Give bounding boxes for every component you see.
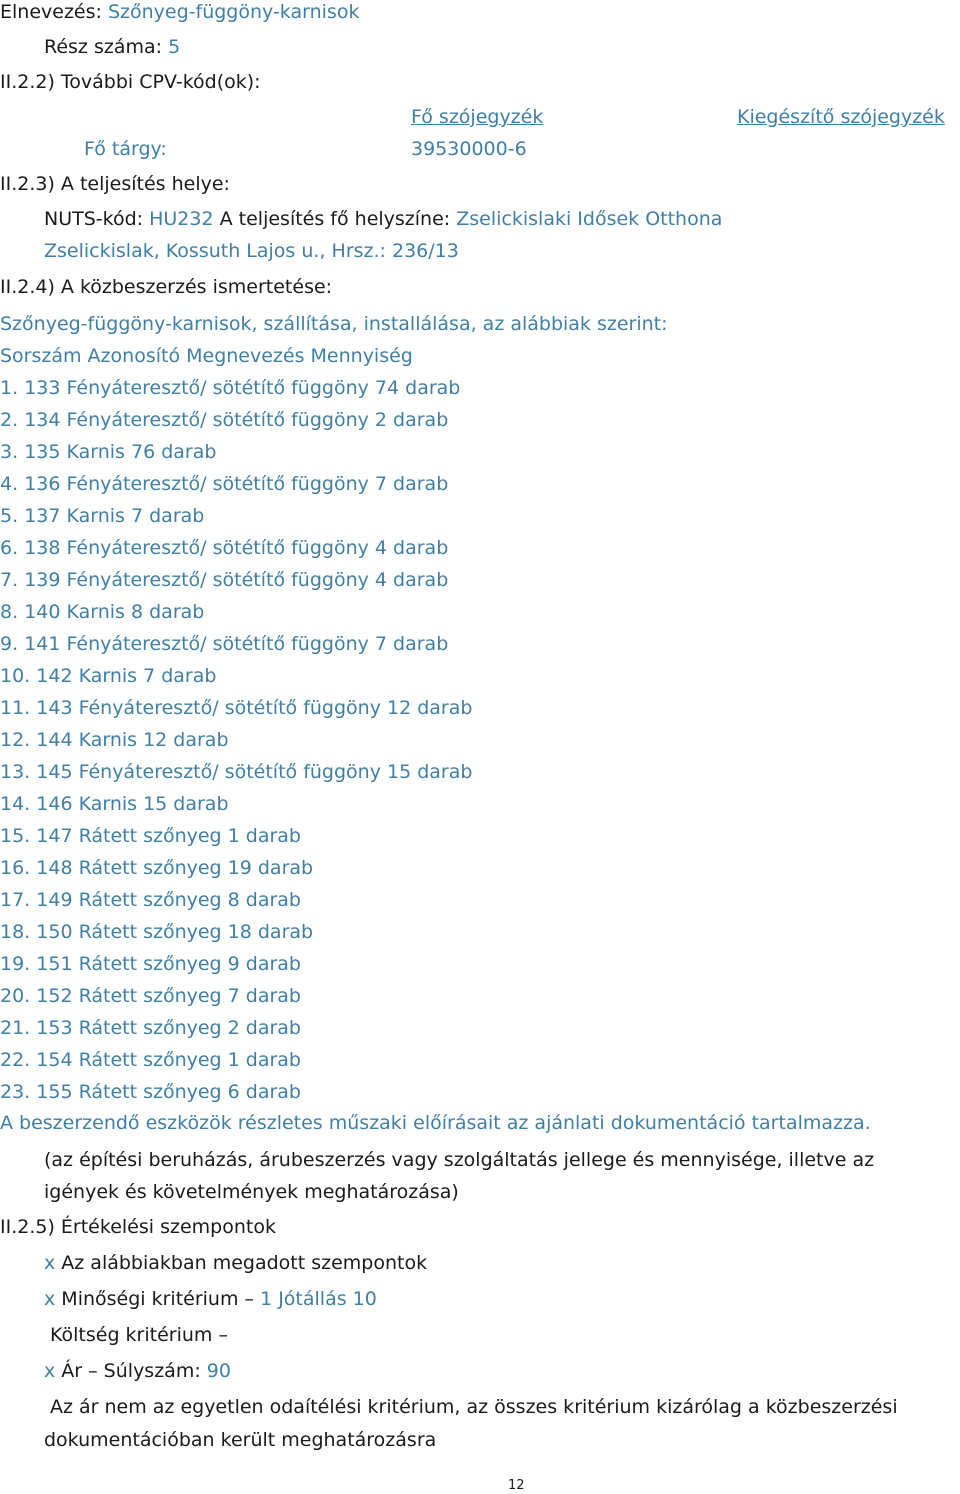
- main-place-value: Zselickislaki Idősek Otthona: [456, 208, 723, 230]
- page-number: 12: [508, 1478, 525, 1493]
- list-item-number: 15.: [0, 825, 31, 847]
- description-intro: Szőnyeg-függöny-karnisok, szállítása, installálása, az alábbiak szerint:: [0, 313, 668, 335]
- list-item-number: 17.: [0, 889, 31, 911]
- list-item: [0, 473, 448, 495]
- list-item-text: 142 Karnis 7 darab: [36, 665, 217, 687]
- list-item-text: 155 Rátett szőnyeg 6 darab: [36, 1081, 301, 1103]
- part-line: [44, 36, 180, 58]
- main-place-label: A teljesítés fő helyszíne:: [219, 208, 451, 230]
- list-item: [0, 537, 448, 559]
- list-item: [0, 1081, 301, 1103]
- list-item: [0, 601, 204, 623]
- cpv-supplementary-vocabulary-link[interactable]: Kiegészítő szójegyzék: [737, 106, 945, 128]
- criteria-intro-line: [44, 1252, 427, 1274]
- list-item-number: 22.: [0, 1049, 31, 1071]
- list-item-number: 12.: [0, 729, 31, 751]
- list-item: [0, 665, 216, 687]
- list-item-text: 134 Fényáteresztő/ sötétítő függöny 2 darab: [24, 409, 449, 431]
- list-item: [0, 761, 472, 783]
- list-item-text: 140 Karnis 8 darab: [24, 601, 205, 623]
- list-item: [0, 921, 313, 943]
- list-item: [0, 729, 229, 751]
- closing-text-1: Az ár nem az egyetlen odaítélési kritérium, az összes kritérium kizárólag a közbeszerzési: [50, 1396, 898, 1418]
- price-value: 90: [206, 1360, 231, 1382]
- list-item: [0, 633, 448, 655]
- list-item-text: 135 Karnis 76 darab: [24, 441, 217, 463]
- closing-text-2: dokumentációban került meghatározásra: [44, 1429, 437, 1451]
- description-heading: II.2.4) A közbeszerzés ismertetése:: [0, 276, 333, 298]
- quality-x-mark: x: [44, 1288, 56, 1310]
- part-value: 5: [168, 36, 181, 58]
- list-item: [0, 505, 204, 527]
- list-item-text: 141 Fényáteresztő/ sötétítő függöny 7 darab: [24, 633, 449, 655]
- list-item-number: 20.: [0, 985, 31, 1007]
- cpv-main-vocabulary-link[interactable]: Fő szójegyzék: [411, 106, 544, 128]
- list-item-number: 23.: [0, 1081, 31, 1103]
- list-item-number: 13.: [0, 761, 31, 783]
- list-item: [0, 409, 448, 431]
- list-item: [0, 953, 301, 975]
- list-item: [0, 377, 460, 399]
- list-item-text: 145 Fényáteresztő/ sötétítő függöny 15 darab: [36, 761, 473, 783]
- cpv-subject-code: 39530000-6: [411, 138, 527, 160]
- list-item-text: 137 Karnis 7 darab: [24, 505, 205, 527]
- quality-label: Minőségi kritérium –: [61, 1288, 255, 1310]
- list-item-text: 151 Rátett szőnyeg 9 darab: [36, 953, 301, 975]
- list-item-text: 148 Rátett szőnyeg 19 darab: [36, 857, 314, 879]
- list-item: [0, 569, 448, 591]
- list-item-text: 136 Fényáteresztő/ sötétítő függöny 7 darab: [24, 473, 449, 495]
- list-item-number: 4.: [0, 473, 19, 495]
- place-heading: II.2.3) A teljesítés helye:: [0, 173, 230, 195]
- quality-value: 1 Jótállás 10: [260, 1288, 377, 1310]
- cpv-subject-label: Fő tárgy:: [84, 138, 167, 160]
- list-item: [0, 857, 313, 879]
- list-item-number: 5.: [0, 505, 19, 527]
- list-item-text: 147 Rátett szőnyeg 1 darab: [36, 825, 301, 847]
- list-item: [0, 1017, 301, 1039]
- criteria-x-mark: x: [44, 1252, 56, 1274]
- list-item-number: 1.: [0, 377, 19, 399]
- list-item: [0, 889, 301, 911]
- list-item: [0, 825, 301, 847]
- list-item-text: 133 Fényáteresztő/ sötétítő függöny 74 darab: [24, 377, 461, 399]
- description-note: A beszerzendő eszközök részletes műszaki előírásait az ajánlati dokumentáció tartalmazza.: [0, 1112, 871, 1134]
- evaluation-heading: II.2.5) Értékelési szempontok: [0, 1216, 276, 1238]
- name-line: [0, 1, 359, 23]
- price-x-mark: x: [44, 1360, 56, 1382]
- part-label: Rész száma:: [44, 36, 163, 58]
- list-item-number: 19.: [0, 953, 31, 975]
- list-item-text: 143 Fényáteresztő/ sötétítő függöny 12 darab: [36, 697, 473, 719]
- list-item-number: 18.: [0, 921, 31, 943]
- name-label: Elnevezés:: [0, 1, 102, 23]
- list-item: [0, 441, 216, 463]
- list-item-number: 21.: [0, 1017, 31, 1039]
- description-remark-2: igények és követelmények meghatározása): [44, 1181, 459, 1203]
- nuts-value: HU232: [149, 208, 214, 230]
- list-item-number: 6.: [0, 537, 19, 559]
- quality-criterion-line: [44, 1288, 377, 1310]
- list-item-number: 14.: [0, 793, 31, 815]
- criteria-intro: Az alábbiakban megadott szempontok: [61, 1252, 428, 1274]
- price-label: Ár – Súlyszám:: [61, 1360, 201, 1382]
- list-item-text: 144 Karnis 12 darab: [36, 729, 229, 751]
- list-item: [0, 793, 229, 815]
- list-item-text: 150 Rátett szőnyeg 18 darab: [36, 921, 314, 943]
- list-item-number: 16.: [0, 857, 31, 879]
- name-value: Szőnyeg-függöny-karnisok: [107, 1, 360, 23]
- list-item-text: 146 Karnis 15 darab: [36, 793, 229, 815]
- list-item-text: 149 Rátett szőnyeg 8 darab: [36, 889, 301, 911]
- cost-criterion-label: Költség kritérium –: [50, 1324, 228, 1346]
- list-item-number: 8.: [0, 601, 19, 623]
- list-item-text: 154 Rátett szőnyeg 1 darab: [36, 1049, 301, 1071]
- description-columns: Sorszám Azonosító Megnevezés Mennyiség: [0, 345, 413, 367]
- list-item: [0, 1049, 301, 1071]
- list-item-number: 10.: [0, 665, 31, 687]
- list-item-number: 7.: [0, 569, 19, 591]
- nuts-label: NUTS-kód:: [44, 208, 144, 230]
- list-item-number: 2.: [0, 409, 19, 431]
- list-item-text: 152 Rátett szőnyeg 7 darab: [36, 985, 301, 1007]
- place-nuts-line: [44, 208, 722, 230]
- description-remark-1: (az építési beruházás, árubeszerzés vagy szolgáltatás jellege és mennyisége, illetve az: [44, 1149, 875, 1171]
- list-item-number: 9.: [0, 633, 19, 655]
- list-item: [0, 985, 301, 1007]
- price-criterion-line: [44, 1360, 231, 1382]
- list-item-text: 153 Rátett szőnyeg 2 darab: [36, 1017, 301, 1039]
- list-item-number: 11.: [0, 697, 31, 719]
- cpv-heading: II.2.2) További CPV-kód(ok):: [0, 71, 261, 93]
- list-item: [0, 697, 472, 719]
- place-address: Zselickislak, Kossuth Lajos u., Hrsz.: 236/13: [44, 240, 459, 262]
- list-item-number: 3.: [0, 441, 19, 463]
- list-item-text: 138 Fényáteresztő/ sötétítő függöny 4 darab: [24, 537, 449, 559]
- list-item-text: 139 Fényáteresztő/ sötétítő függöny 4 darab: [24, 569, 449, 591]
